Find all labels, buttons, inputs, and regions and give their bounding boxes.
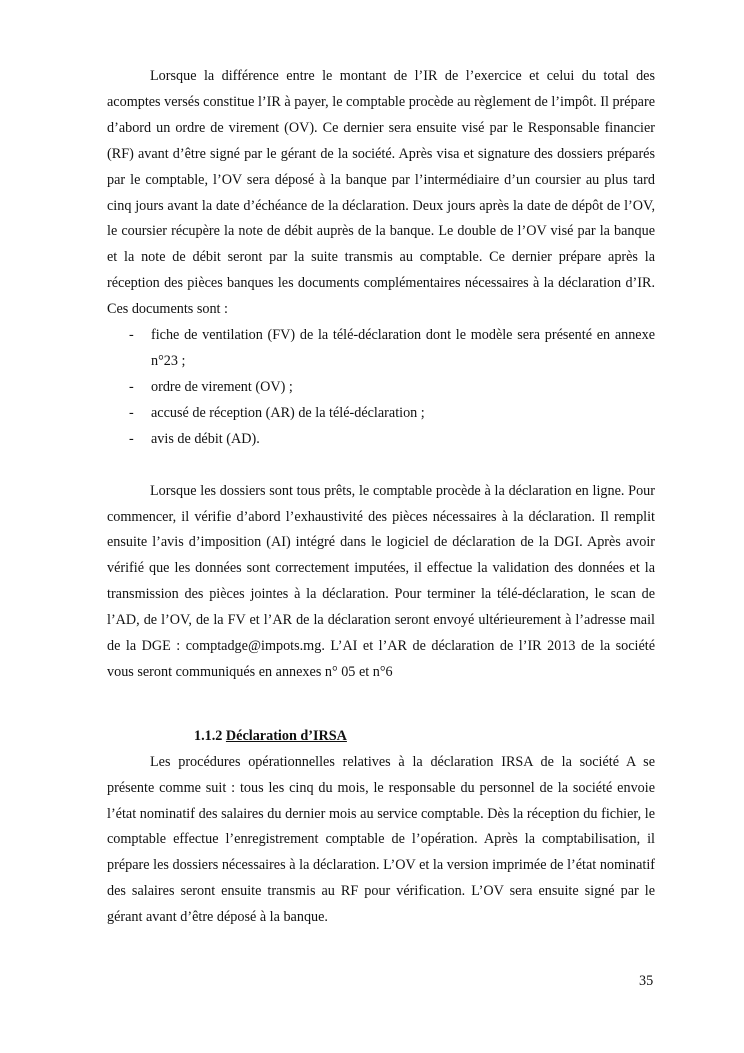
list-marker: -	[129, 430, 134, 447]
spacer	[107, 686, 655, 724]
section-title: Déclaration d’IRSA	[225, 727, 347, 744]
documents-list	[107, 323, 655, 453]
list-item-text: avis de débit (AD).	[151, 430, 260, 447]
list-item	[107, 323, 655, 375]
list-item	[107, 427, 655, 453]
page-number: 35	[639, 973, 654, 989]
paragraph-online-declaration: Lorsque les dossiers sont tous prêts, le comptable procède à la déclaration en ligne. Pour commencer, il vérifie d’abord l’exhaustivité des pièces nécessaires à la déclaration. Il remplit ensuite l’avis d’imposition (AI) intégré dans le logiciel de déclaration de la DGI. Après avoir vérifié que les données sont correctement imputées, il effectue la validation des données et la transmission des pièces jointes à la déclaration. Pour terminer la télé-déclaration, le scan de l’AD, de l’OV, de la FV et l’AR de la déclaration seront envoyé ultérieurement à l’adresse mail de la DGE : comptadge@impots.mg. L’AI et l’AR de déclaration de l’IR 2013 de la société vous seront communiqués en annexes n° 05 et n°6	[107, 482, 655, 680]
list-marker: -	[129, 327, 134, 344]
list-item-text: ordre de virement (OV) ;	[151, 378, 293, 395]
spacer	[107, 453, 655, 479]
section-number: 1.1.2	[194, 727, 223, 744]
paragraph-ir-payment: Lorsque la différence entre le montant de l’IR de l’exercice et celui du total des acomptes versés constitue l’IR à payer, le comptable procède au règlement de l’impôt. Il prépare d’abord un ordre de virement (OV). Ce dernier sera ensuite visé par le Responsable financier (RF) avant d’être signé par le gérant de la société. Après visa et signature des dossiers préparés par le comptable, l’OV sera déposé à la banque par l’intermédiaire d’un coursier au plus tard cinq jours avant la date d’échéance de la déclaration. Deux jours après la date de dépôt de l’OV, le coursier récupère la note de débit auprès de la banque. Le double de l’OV visé par la banque et la note de débit seront par la suite transmis au comptable. Ce dernier prépare après la réception des pièces banques les documents complémentaires nécessaires à la déclaration d’IR. Ces documents sont :	[107, 68, 655, 318]
section-heading	[107, 724, 655, 750]
list-marker: -	[129, 378, 134, 395]
list-item	[107, 401, 655, 427]
list-marker: -	[129, 404, 134, 421]
document-page	[107, 64, 655, 931]
list-item-text: accusé de réception (AR) de la télé-déclaration ;	[151, 404, 425, 421]
list-item	[107, 375, 655, 401]
paragraph-irsa-procedure: Les procédures opérationnelles relatives à la déclaration IRSA de la société A se présente comme suit : tous les cinq du mois, le responsable du personnel de la société envoie l’état nominatif des salaires du dernier mois au service comptable. Dès la réception du fichier, le comptable effectue l’enregistrement comptable de l’opération. Après la comptabilisation, il prépare les dossiers nécessaires à la déclaration. L’OV et la version imprimée de l’état nominatif des salaires seront ensuite transmis au RF pour vérification. L’OV sera ensuite signé par le gérant avant d’être déposé à la banque.	[107, 753, 655, 926]
list-item-text: fiche de ventilation (FV) de la télé-déclaration dont le modèle sera présenté en annexe n°23 ;	[151, 327, 655, 369]
